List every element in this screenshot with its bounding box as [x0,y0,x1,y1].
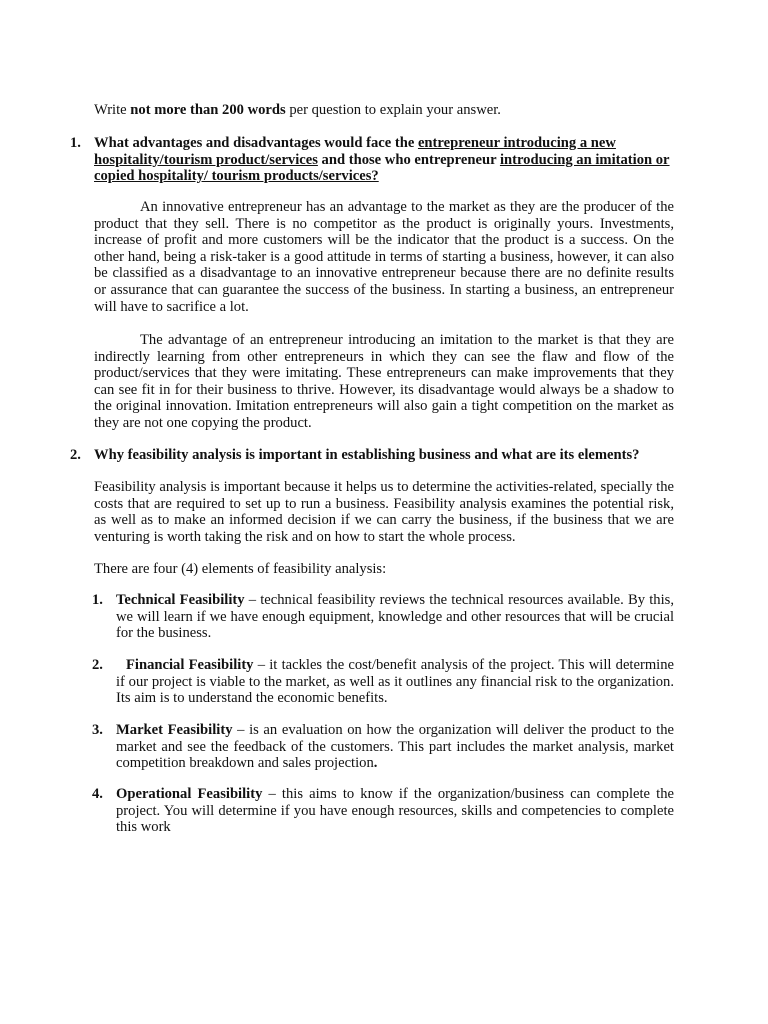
question-1-underline2: introducing an imitation or copied hospitality/ tourism products/services? [94,151,670,185]
element-1-number: 1. [92,592,103,608]
question-1-part2: and those who entrepreneur [317,151,500,168]
element-3-title: Market Feasibility [116,722,233,738]
element-1-title: Technical Feasibility [116,592,245,608]
element-3-number: 3. [92,722,103,738]
question-1-underline1: entrepreneur introducing a new hospitality/tourism product/services [94,135,616,168]
instruction-bold: not more than 200 words [130,102,286,118]
answer-1-paragraph-1: An innovative entrepreneur has an advantage to the market as they are the producer of the product that they sell. There is no competitor as the product is originally yours. Investments, increase of profit and more customers will be the indicator that the product is a success. On the other hand, being a risk-taker is a good attitude in terms of starting a business, however, it can also be classified as a disadvantage to an innovative entrepreneur because there are no definite results or assurance that can guarantee the success of the business. In starting a business, an entrepreneur will have to sacrifice a lot. [94,199,674,315]
element-item-4 [92,786,674,836]
instruction-line [94,102,694,119]
element-item-2 [92,657,675,707]
question-1 [70,135,676,185]
element-2-number: 2. [92,657,103,673]
element-4-number: 4. [92,786,103,802]
element-item-3 [92,722,674,772]
element-item-1 [92,592,674,642]
element-3-text: – is an evaluation on how the organization will deliver the product to the market and see the feedback of the customers. This part includes the market analysis, market competition breakdown and sales projection [116,722,674,772]
question-2-text: Why feasibility analysis is important in establishing business and what are its elements? [94,447,640,463]
question-2-number: 2. [70,447,81,463]
element-2-title: Financial Feasibility [126,657,254,673]
element-4-text: – this aims to know if the organization/business can complete the project. You will determine if you have enough resources, skills and competencies to complete this work [116,786,674,836]
element-2-text: – it tackles the cost/benefit analysis of the project. This will determine if our project is viable to the market, as well as it outlines any financial risk to the organization. Its aim is to understand the economic benefits. [116,657,675,707]
element-3-end: . [373,755,378,772]
element-1-text: – technical feasibility reviews the technical resources available. By this, we will learn if we have enough equipment, knowledge and other resources that will be crucial for the business. [116,592,674,642]
instruction-post: per question to explain your answer. [285,102,501,118]
question-2 [70,447,694,464]
question-1-number: 1. [70,135,81,151]
answer-1-paragraph-2: The advantage of an entrepreneur introducing an imitation to the market is that they are indirectly learning from other entrepreneurs in which they can see the flaw and flow of the product/services that they were imitating. These entrepreneurs can make improvements that they can see fit in for their business to thrive. However, its disadvantage would always be a shadow to the original innovation. Imitation entrepreneurs will also gain a tight competition on the market as they are not one copying the product. [94,332,674,431]
answer-2-paragraph: Feasibility analysis is important because it helps us to determine the activities-related, specially the costs that are required to set up to run a business. Feasibility analysis examines the potential risk, as well as to make an informed decision if we can carry the business, if the business that we are venturing is worth taking the risk and on how to start the whole process. [94,479,674,545]
question-1-part1: What advantages and disadvantages would face the [94,135,418,151]
element-4-title: Operational Feasibility [116,786,263,802]
instruction-pre: Write [94,102,131,118]
elements-intro: There are four (4) elements of feasibility analysis: [94,561,387,577]
